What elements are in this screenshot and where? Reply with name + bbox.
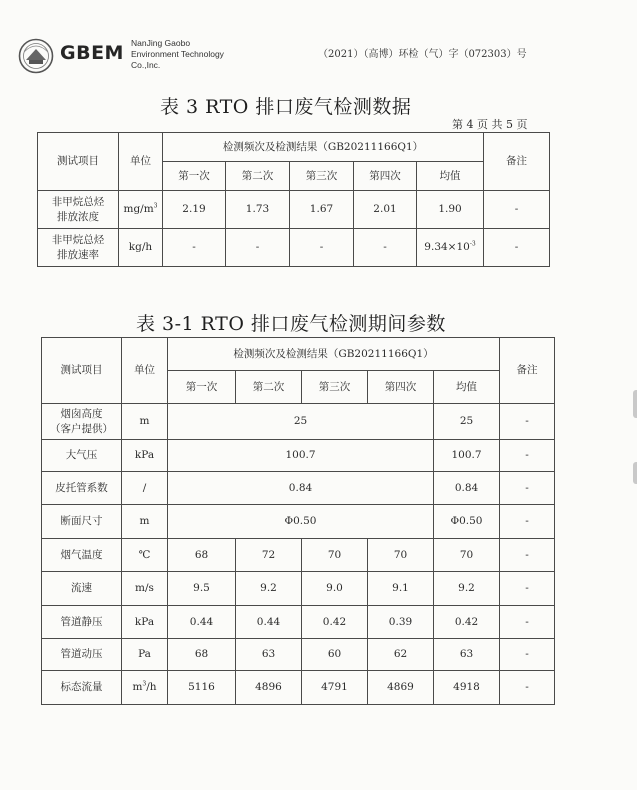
unit-sup: 3	[153, 202, 158, 210]
row-value: 9.1	[368, 572, 434, 606]
header-col-mean: 均值	[434, 371, 500, 404]
item-line: 非甲烷总烃	[51, 233, 105, 246]
row-unit: Pa	[122, 639, 168, 671]
row-mean: 0.84	[434, 472, 500, 505]
header-col-1: 第一次	[168, 371, 236, 404]
row-merged-value: 0.84	[168, 472, 434, 505]
row-value: 1.67	[290, 191, 354, 229]
row-mean: 9.2	[434, 572, 500, 606]
table-row	[42, 440, 555, 472]
header-remark: 备注	[484, 133, 550, 191]
row-value: 4791	[302, 671, 368, 705]
row-remark: -	[500, 539, 555, 572]
row-merged-value: Φ0.50	[168, 505, 434, 539]
row-unit: m	[122, 404, 168, 440]
page-number: 第 4 页 共 5 页	[452, 118, 528, 131]
row-mean: 100.7	[434, 440, 500, 472]
row-remark: -	[500, 505, 555, 539]
item-line: 非甲烷总烃	[51, 195, 105, 208]
table-row	[42, 472, 555, 505]
row-item: 管道动压	[42, 639, 122, 671]
row-item: 断面尺寸	[42, 505, 122, 539]
row-merged-value: 100.7	[168, 440, 434, 472]
company-line: Co.,Inc.	[131, 60, 161, 70]
row-remark: -	[500, 404, 555, 440]
row-item: 烟气温度	[42, 539, 122, 572]
row-mean: Φ0.50	[434, 505, 500, 539]
header-col-2: 第二次	[226, 162, 290, 191]
edge-stamp-mark	[633, 390, 637, 418]
row-value: 9.0	[302, 572, 368, 606]
header-unit: 单位	[122, 338, 168, 404]
row-value: 4869	[368, 671, 434, 705]
row-unit	[122, 671, 168, 705]
unit-tail: /h	[146, 681, 157, 693]
row-remark: -	[500, 572, 555, 606]
mean-base: 9.34×10	[424, 241, 470, 253]
company-name	[131, 38, 241, 71]
row-item: 管道静压	[42, 606, 122, 639]
table2-title: 表 3-1 RTO 排口废气检测期间参数	[136, 313, 446, 335]
row-value: 70	[302, 539, 368, 572]
item-line: 排放浓度	[57, 210, 99, 223]
header-group: 检测频次及检测结果（GB20211166Q1）	[168, 338, 500, 371]
row-value: 70	[368, 539, 434, 572]
row-value: 2.01	[354, 191, 417, 229]
row-value: 63	[236, 639, 302, 671]
row-merged-value: 25	[168, 404, 434, 440]
row-value: 1.73	[226, 191, 290, 229]
row-value: 5116	[168, 671, 236, 705]
company-line: Environment Technology	[131, 49, 224, 59]
row-mean: 63	[434, 639, 500, 671]
header-item: 测试项目	[38, 133, 119, 191]
row-mean: 70	[434, 539, 500, 572]
row-value: -	[226, 229, 290, 267]
brand-name: GBEM	[60, 42, 124, 64]
monitoring-params-table	[41, 337, 555, 705]
row-value: -	[290, 229, 354, 267]
row-mean	[417, 229, 484, 267]
row-item	[38, 191, 119, 229]
header-col-4: 第四次	[368, 371, 434, 404]
row-mean: 4918	[434, 671, 500, 705]
table-row	[42, 671, 555, 705]
header-item: 测试项目	[42, 338, 122, 404]
row-remark: -	[500, 639, 555, 671]
row-unit: /	[122, 472, 168, 505]
table-row	[38, 191, 550, 229]
row-value: 0.42	[302, 606, 368, 639]
row-mean: 25	[434, 404, 500, 440]
mean-sup: -3	[469, 240, 476, 248]
row-value: 2.19	[163, 191, 226, 229]
row-value: 68	[168, 539, 236, 572]
header-col-3: 第三次	[302, 371, 368, 404]
row-unit: kPa	[122, 440, 168, 472]
row-unit: kPa	[122, 606, 168, 639]
edge-stamp-mark	[633, 462, 637, 484]
unit-base: m	[132, 681, 143, 693]
row-value: 9.2	[236, 572, 302, 606]
table-row	[42, 572, 555, 606]
row-unit: ℃	[122, 539, 168, 572]
header-remark: 备注	[500, 338, 555, 404]
table-row	[42, 639, 555, 671]
row-remark: -	[500, 440, 555, 472]
row-value: 62	[368, 639, 434, 671]
table-row	[42, 505, 555, 539]
company-seal-logo	[18, 38, 54, 74]
row-value: 9.5	[168, 572, 236, 606]
row-unit: m/s	[122, 572, 168, 606]
table-row	[42, 606, 555, 639]
table-row	[42, 404, 555, 440]
header-col-4: 第四次	[354, 162, 417, 191]
item-line: （客户提供）	[50, 422, 113, 435]
header-col-1: 第一次	[163, 162, 226, 191]
header-col-mean: 均值	[417, 162, 484, 191]
company-line: NanJing Gaobo	[131, 38, 191, 48]
item-line: 排放速率	[57, 248, 99, 261]
row-unit	[119, 191, 163, 229]
table-row	[38, 229, 550, 267]
report-number: （2021）（高博）环检（气）字（072303）号	[318, 49, 527, 60]
unit-base: mg/m	[123, 203, 154, 215]
row-value: 68	[168, 639, 236, 671]
row-unit: kg/h	[119, 229, 163, 267]
row-item	[42, 404, 122, 440]
row-item: 大气压	[42, 440, 122, 472]
row-value: 72	[236, 539, 302, 572]
row-remark: -	[500, 606, 555, 639]
unit-sup: 3	[142, 680, 147, 688]
header-col-3: 第三次	[290, 162, 354, 191]
row-unit: m	[122, 505, 168, 539]
row-remark: -	[500, 472, 555, 505]
header-col-2: 第二次	[236, 371, 302, 404]
row-value: 0.44	[168, 606, 236, 639]
table-row	[42, 539, 555, 572]
row-value: 60	[302, 639, 368, 671]
header-unit: 单位	[119, 133, 163, 191]
row-value: -	[354, 229, 417, 267]
row-mean: 1.90	[417, 191, 484, 229]
emission-data-table	[37, 132, 550, 267]
row-mean: 0.42	[434, 606, 500, 639]
item-line: 烟囱高度	[60, 407, 103, 420]
row-value: 0.39	[368, 606, 434, 639]
row-item: 标态流量	[42, 671, 122, 705]
row-remark: -	[484, 229, 550, 267]
row-item	[38, 229, 119, 267]
row-remark: -	[484, 191, 550, 229]
row-item: 流速	[42, 572, 122, 606]
row-value: 4896	[236, 671, 302, 705]
row-remark: -	[500, 671, 555, 705]
row-value: 0.44	[236, 606, 302, 639]
table1-title: 表 3 RTO 排口废气检测数据	[160, 96, 412, 118]
header-group: 检测频次及检测结果（GB20211166Q1）	[163, 133, 484, 162]
row-item: 皮托管系数	[42, 472, 122, 505]
row-value: -	[163, 229, 226, 267]
